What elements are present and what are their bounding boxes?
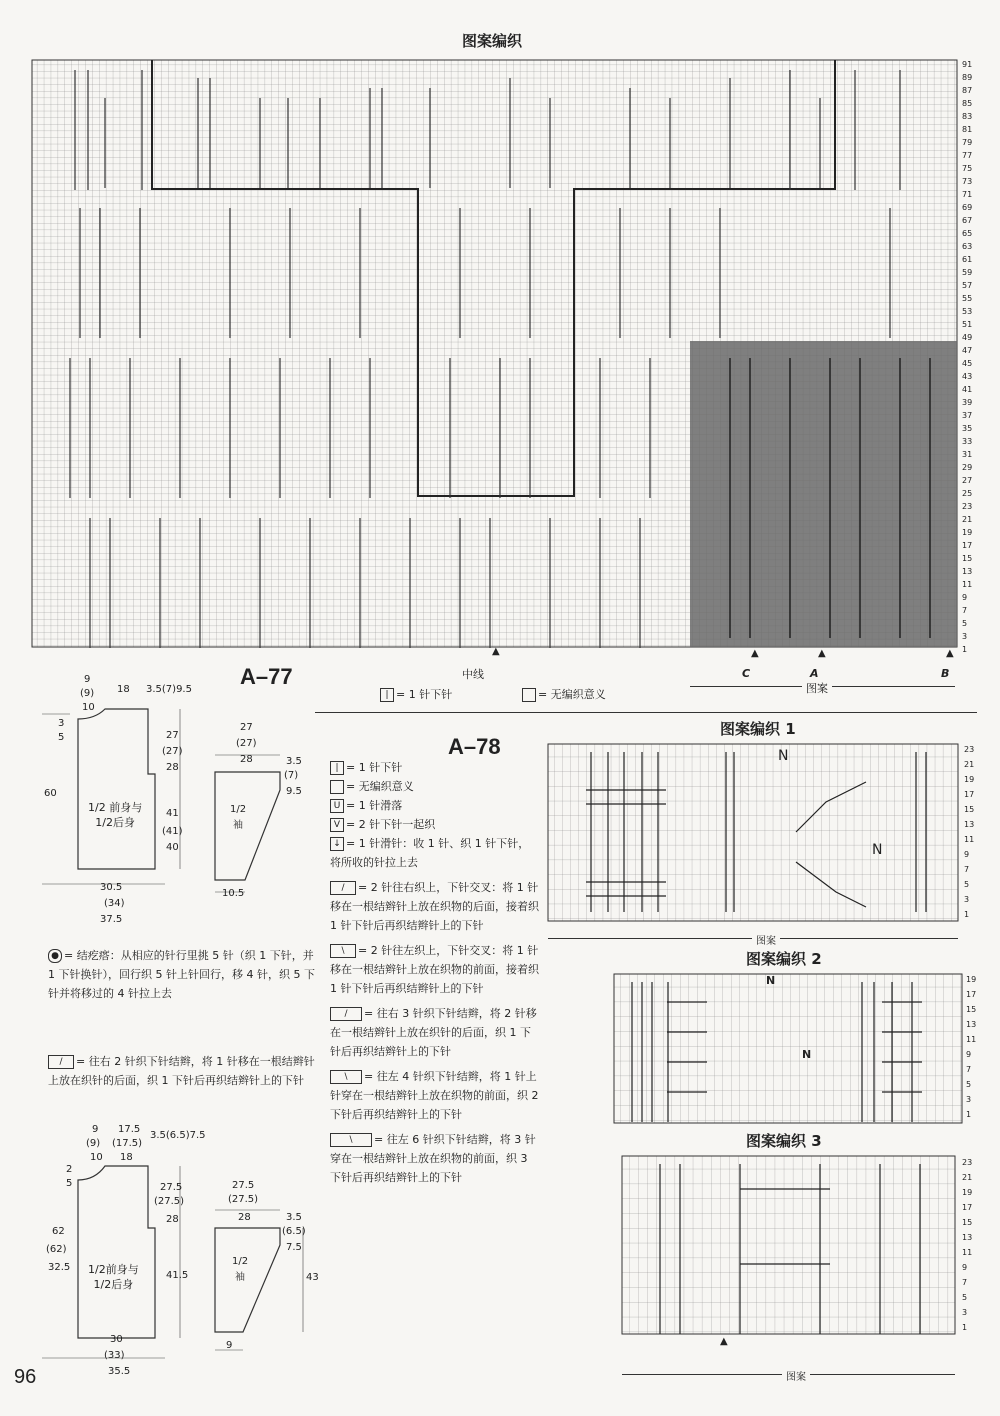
row-number: 17: [962, 541, 973, 550]
row-number: 67: [962, 216, 973, 225]
row-number: 71: [962, 190, 973, 199]
dim-label: (27): [236, 738, 257, 749]
dim-label: 35.5: [108, 1366, 131, 1377]
a78-sleeve-label: 1/2 袖: [232, 1256, 249, 1283]
a77-legend-empty: = 无编织意义: [522, 686, 606, 702]
legend-item: \ = 2 针往左织上，下针交叉：将 1 针移在一根结辫针上放在织物的前面，接着织 1 针下针后再织结辫针上的下针: [330, 944, 539, 995]
dim-label: 37.5: [100, 914, 123, 925]
row-number: 29: [962, 463, 973, 472]
row-number: 25: [962, 489, 973, 498]
legend-item: ↓ = 1 针滑针：收 1 针、织 1 针下针，将所收的针拉上去: [330, 837, 530, 869]
legend-item: U = 1 针滑落: [330, 796, 540, 815]
row-number: 65: [962, 229, 973, 238]
row-number: 59: [962, 268, 973, 277]
pattern-span-label: 图案: [802, 680, 832, 696]
row-number: 43: [962, 372, 973, 381]
row-number: 1: [962, 645, 968, 654]
row-number: 9: [962, 593, 968, 602]
dim-label: 2: [66, 1164, 73, 1175]
dim-label: 3.5: [286, 756, 302, 767]
legend-item: \ = 往左 6 针织下针结辫，将 3 针穿在一根结辫针上放在织物的前面，织 3 下针后再织结辫针上的下针: [330, 1133, 536, 1184]
marker-b: B: [941, 667, 950, 680]
dim-label: 30.5: [100, 882, 123, 893]
cross-left-icon: \: [330, 944, 356, 958]
dim-label: 9: [226, 1340, 233, 1351]
row-number: 21: [962, 515, 973, 524]
a78-legend: [330, 758, 540, 1187]
row-number: 37: [962, 411, 973, 420]
marker-c: C: [742, 667, 751, 680]
dim-label: 10: [90, 1152, 103, 1163]
center-arrow-icon: ▲: [492, 646, 500, 657]
chart-1-title: 图案编织 1: [720, 720, 796, 738]
chart-1-span-label: 图案: [752, 932, 780, 947]
legend-item: / = 2 针往右织上，下针交叉：将 1 针移在一根结辫针上放在织物的后面，接着织 1 针下针后再织结辫针上的下针: [330, 881, 539, 932]
chart-1-grid: [546, 742, 966, 942]
knit-stitch-icon: |: [380, 688, 394, 702]
center-line-label: 中线: [462, 668, 484, 681]
arrow-up-icon: ▲: [720, 1336, 728, 1347]
row-number: 31: [962, 450, 973, 459]
cable-right-3-icon: /: [330, 1007, 362, 1021]
dim-label: 40: [166, 842, 179, 853]
legend-item: | = 1 针下针: [330, 758, 540, 777]
chart-1-letter: N: [778, 748, 789, 764]
chart-2-letter: N: [766, 974, 776, 987]
cable-left-4-icon: \: [330, 1070, 362, 1084]
a77-body-label: 1/2 前身与 1/2后身: [88, 801, 143, 829]
row-number: 3: [962, 632, 968, 641]
row-number: 81: [962, 125, 973, 134]
row-number: 33: [962, 437, 973, 446]
dim-label: (27.5): [154, 1196, 185, 1207]
a77-legend-knit: | = 1 针下针: [380, 686, 452, 702]
dim-label: (7): [284, 770, 299, 781]
row-number: 75: [962, 164, 973, 173]
dim-label: (27.5): [228, 1194, 259, 1205]
section-divider: [315, 712, 977, 713]
dim-label: 7.5: [286, 1242, 302, 1253]
dim-label: (33): [104, 1350, 125, 1361]
dim-label: (27): [162, 746, 183, 757]
a78-body-schematic: [40, 1128, 200, 1388]
row-number: 5: [962, 619, 968, 628]
row-number: 91: [962, 60, 973, 69]
row-number: 57: [962, 281, 973, 290]
chart-3-grid: [620, 1154, 960, 1344]
dim-label: 5: [66, 1178, 73, 1189]
dim-label: (41): [162, 826, 183, 837]
row-number: 19: [962, 528, 973, 537]
a77-note-bobble: ● = 结疙瘩：从相应的针行里挑 5 针（织 1 下针，并 1 下针换针），回行织 5 针上针回行，移 4 针，织 5 下针并将移过的 4 针拉上去: [48, 949, 315, 1000]
dim-label: 27.5: [160, 1182, 183, 1193]
chart-2-letter: N: [802, 1048, 812, 1061]
row-number: 77: [962, 151, 973, 160]
section-code-a77: A–77: [240, 664, 293, 689]
cross-right-icon: /: [48, 1055, 74, 1069]
row-number: 63: [962, 242, 973, 251]
chart-2-title: 图案编织 2: [746, 950, 822, 968]
row-number: 69: [962, 203, 973, 212]
row-number: 15: [962, 554, 973, 563]
row-number: 13: [962, 567, 973, 576]
knit-stitch-icon: |: [330, 761, 344, 775]
a77-sleeve-schematic: [205, 720, 315, 910]
row-number: 87: [962, 86, 973, 95]
row-number: 39: [962, 398, 973, 407]
dim-label: 28: [166, 762, 179, 773]
row-number: 49: [962, 333, 973, 342]
row-number: 73: [962, 177, 973, 186]
empty-stitch-icon: [330, 780, 344, 794]
dim-label: 3.5(7)9.5: [146, 684, 192, 695]
chart-3-title: 图案编织 3: [746, 1132, 822, 1150]
a77-note-cross: / = 往右 2 针织下针结辫，将 1 针移在一根结辫针上放在织针的后面，织 1 下针后再织结辫针上的下针: [48, 1055, 315, 1087]
dim-label: 18: [120, 1152, 133, 1163]
row-number: 11: [962, 580, 973, 589]
dim-label: 28: [166, 1214, 179, 1225]
dim-label: (62): [46, 1244, 67, 1255]
dim-label: (9): [80, 688, 95, 699]
dim-label: (34): [104, 898, 125, 909]
main-chart-title: 图案编织: [462, 32, 523, 50]
dim-label: 9: [92, 1124, 99, 1135]
dim-label: 5: [58, 732, 65, 743]
page-number: 96: [14, 1366, 37, 1388]
section-code-a78: A–78: [448, 734, 501, 759]
a78-sleeve-schematic: [205, 1180, 315, 1370]
dim-label: (9): [86, 1138, 101, 1149]
row-number: 61: [962, 255, 973, 264]
dim-label: 3.5: [286, 1212, 302, 1223]
dim-label: (6.5): [282, 1226, 306, 1237]
row-number: 51: [962, 320, 973, 329]
dim-label: 3.5(6.5)7.5: [150, 1130, 206, 1141]
row-number: 45: [962, 359, 973, 368]
k2tog-icon: V: [330, 818, 344, 832]
legend-item: \ = 往左 4 针织下针结辫，将 1 针上针穿在一根结辫针上放在织物的前面，织 2 下针后再织结辫针上的下针: [330, 1070, 539, 1121]
row-number: 55: [962, 294, 973, 303]
row-number: 85: [962, 99, 973, 108]
dim-label: 60: [44, 788, 57, 799]
row-number: 35: [962, 424, 973, 433]
a77-sleeve-label: 1/2 袖: [230, 804, 247, 831]
row-number: 79: [962, 138, 973, 147]
arrow-up-icon: ▲: [751, 648, 759, 659]
dim-label: 30: [110, 1334, 123, 1345]
row-number: 47: [962, 346, 973, 355]
row-number: 83: [962, 112, 973, 121]
chart-2-grid: [612, 972, 972, 1132]
dim-label: 41: [166, 808, 179, 819]
dim-label: 28: [238, 1212, 251, 1223]
cable-left-6-icon: \: [330, 1133, 372, 1147]
dim-label: 9: [84, 674, 91, 685]
chart-1-letter: N: [872, 842, 883, 858]
dim-label: 17.5: [118, 1124, 141, 1135]
row-number: 7: [962, 606, 968, 615]
dropped-stitch-icon: U: [330, 799, 344, 813]
legend-item: V = 2 针下针一起织: [330, 815, 540, 834]
main-pattern-chart: [30, 58, 1000, 698]
dim-label: 10: [82, 702, 95, 713]
dim-label: 3: [58, 718, 65, 729]
chart-3-span-label: 图案: [782, 1368, 810, 1383]
legend-item: / = 往右 3 针织下针结辫，将 2 针移在一根结辫针上放在织针的后面，织 1 下针后再织结辫针上的下针: [330, 1007, 537, 1058]
row-number: 27: [962, 476, 973, 485]
dim-label: (17.5): [112, 1138, 143, 1149]
dim-label: 27: [240, 722, 253, 733]
row-number: 41: [962, 385, 973, 394]
dim-label: 18: [117, 684, 130, 695]
arrow-up-icon: ▲: [818, 648, 826, 659]
row-number: 53: [962, 307, 973, 316]
legend-item: = 无编织意义: [330, 777, 540, 796]
dim-label: 9.5: [286, 786, 302, 797]
dim-label: 41.5: [166, 1270, 189, 1281]
row-number: 89: [962, 73, 973, 82]
marker-a: A: [810, 667, 819, 680]
cross-right-icon: /: [330, 881, 356, 895]
row-number: 23: [962, 502, 973, 511]
dim-label: 43: [306, 1272, 319, 1283]
slip-stitch-icon: ↓: [330, 837, 344, 851]
empty-stitch-icon: [522, 688, 536, 702]
dim-label: 27.5: [232, 1180, 255, 1191]
dim-label: 28: [240, 754, 253, 765]
dim-label: 10.5: [222, 888, 245, 899]
bobble-icon: ●: [48, 949, 62, 963]
dim-label: 27: [166, 730, 179, 741]
arrow-up-icon: ▲: [946, 648, 954, 659]
dim-label: 32.5: [48, 1262, 71, 1273]
a78-body-label: 1/2前身与 1/2后身: [88, 1263, 139, 1291]
dim-label: 62: [52, 1226, 65, 1237]
